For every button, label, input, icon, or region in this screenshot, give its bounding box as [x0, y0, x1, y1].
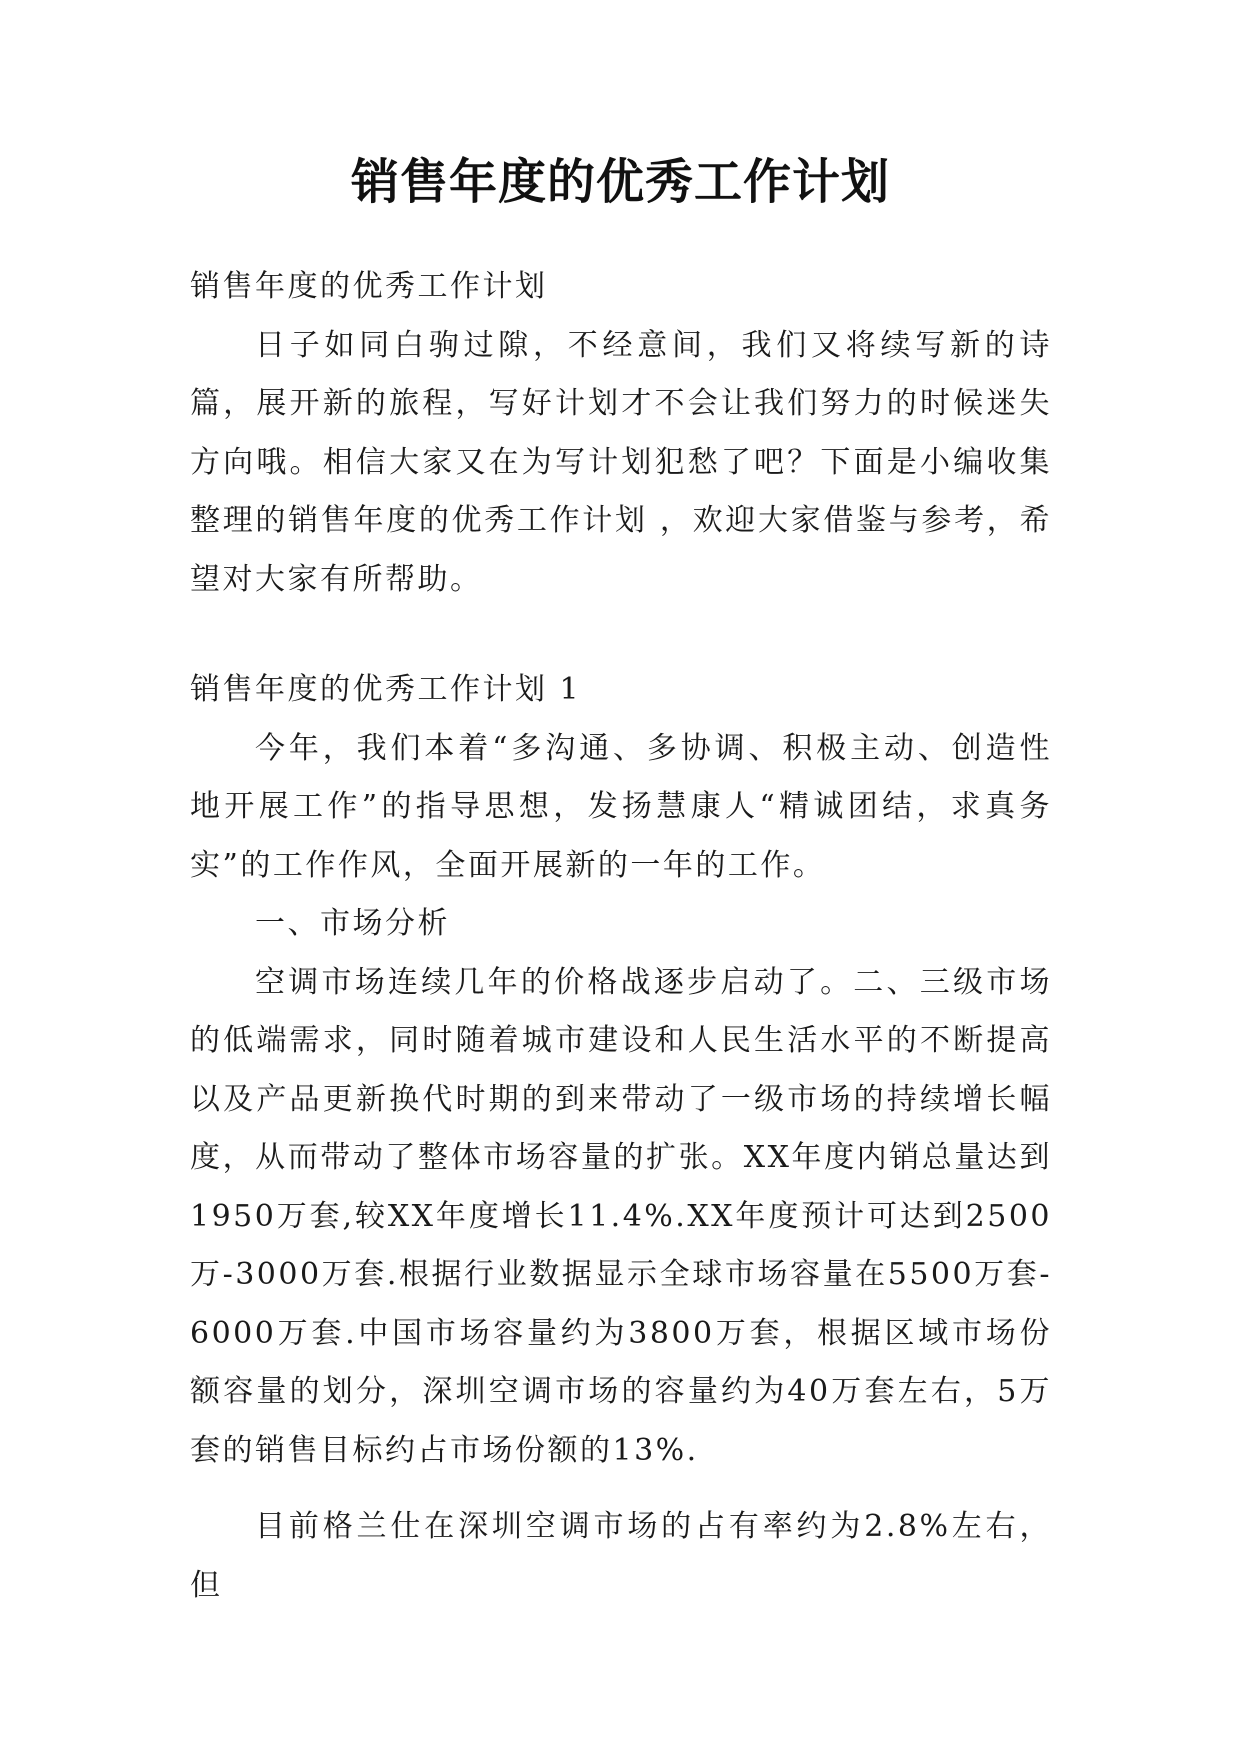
- section-heading-intro: 销售年度的优秀工作计划: [190, 269, 548, 304]
- plan-1-paragraph-market: 空调市场连续几年的价格战逐步启动了。二、三级市场的低端需求，同时随着城市建设和人民生活水平的不断提高以及产品更新换代时期的到来带动了一级市场的持续增长幅度，从而带动了整体市场容量的扩张。XX年度内销总量达到1950万套,较XX年度增长11.4%.XX年度预计可达到2500万-3000万套.根据行业数据显示全球市场容量在5500万套-6000万套.中国市场容量约为3800万套，根据区域市场份额容量的划分，深圳空调市场的容量约为40万套左右，5万套的销售目标约占市场份额的13%.: [190, 964, 1052, 1468]
- plan-1-subheading-market-analysis: 一、市场分析: [255, 906, 450, 941]
- plan-1-paragraph-share: 目前格兰仕在深圳空调市场的占有率约为2.8%左右，但: [190, 1509, 1052, 1603]
- document-title: 销售年度的优秀工作计划: [350, 154, 890, 210]
- intro-paragraph: 日子如同白驹过隙，不经意间，我们又将续写新的诗篇，展开新的旅程，写好计划才不会让我们努力的时候迷失方向哦。相信大家又在为写计划犯愁了吧？下面是小编收集整理的销售年度的优秀工作计划 ，欢迎大家借鉴与参考，希望对大家有所帮助。: [190, 327, 1052, 597]
- section-heading-plan-1: 销售年度的优秀工作计划 1: [190, 672, 582, 707]
- document-body: [190, 258, 1052, 1615]
- plan-1-paragraph-guideline: 今年，我们本着“多沟通、多协调、积极主动、创造性地开展工作”的指导思想，发扬慧康人“精诚团结，求真务实”的工作作风，全面开展新的一年的工作。: [190, 730, 1052, 883]
